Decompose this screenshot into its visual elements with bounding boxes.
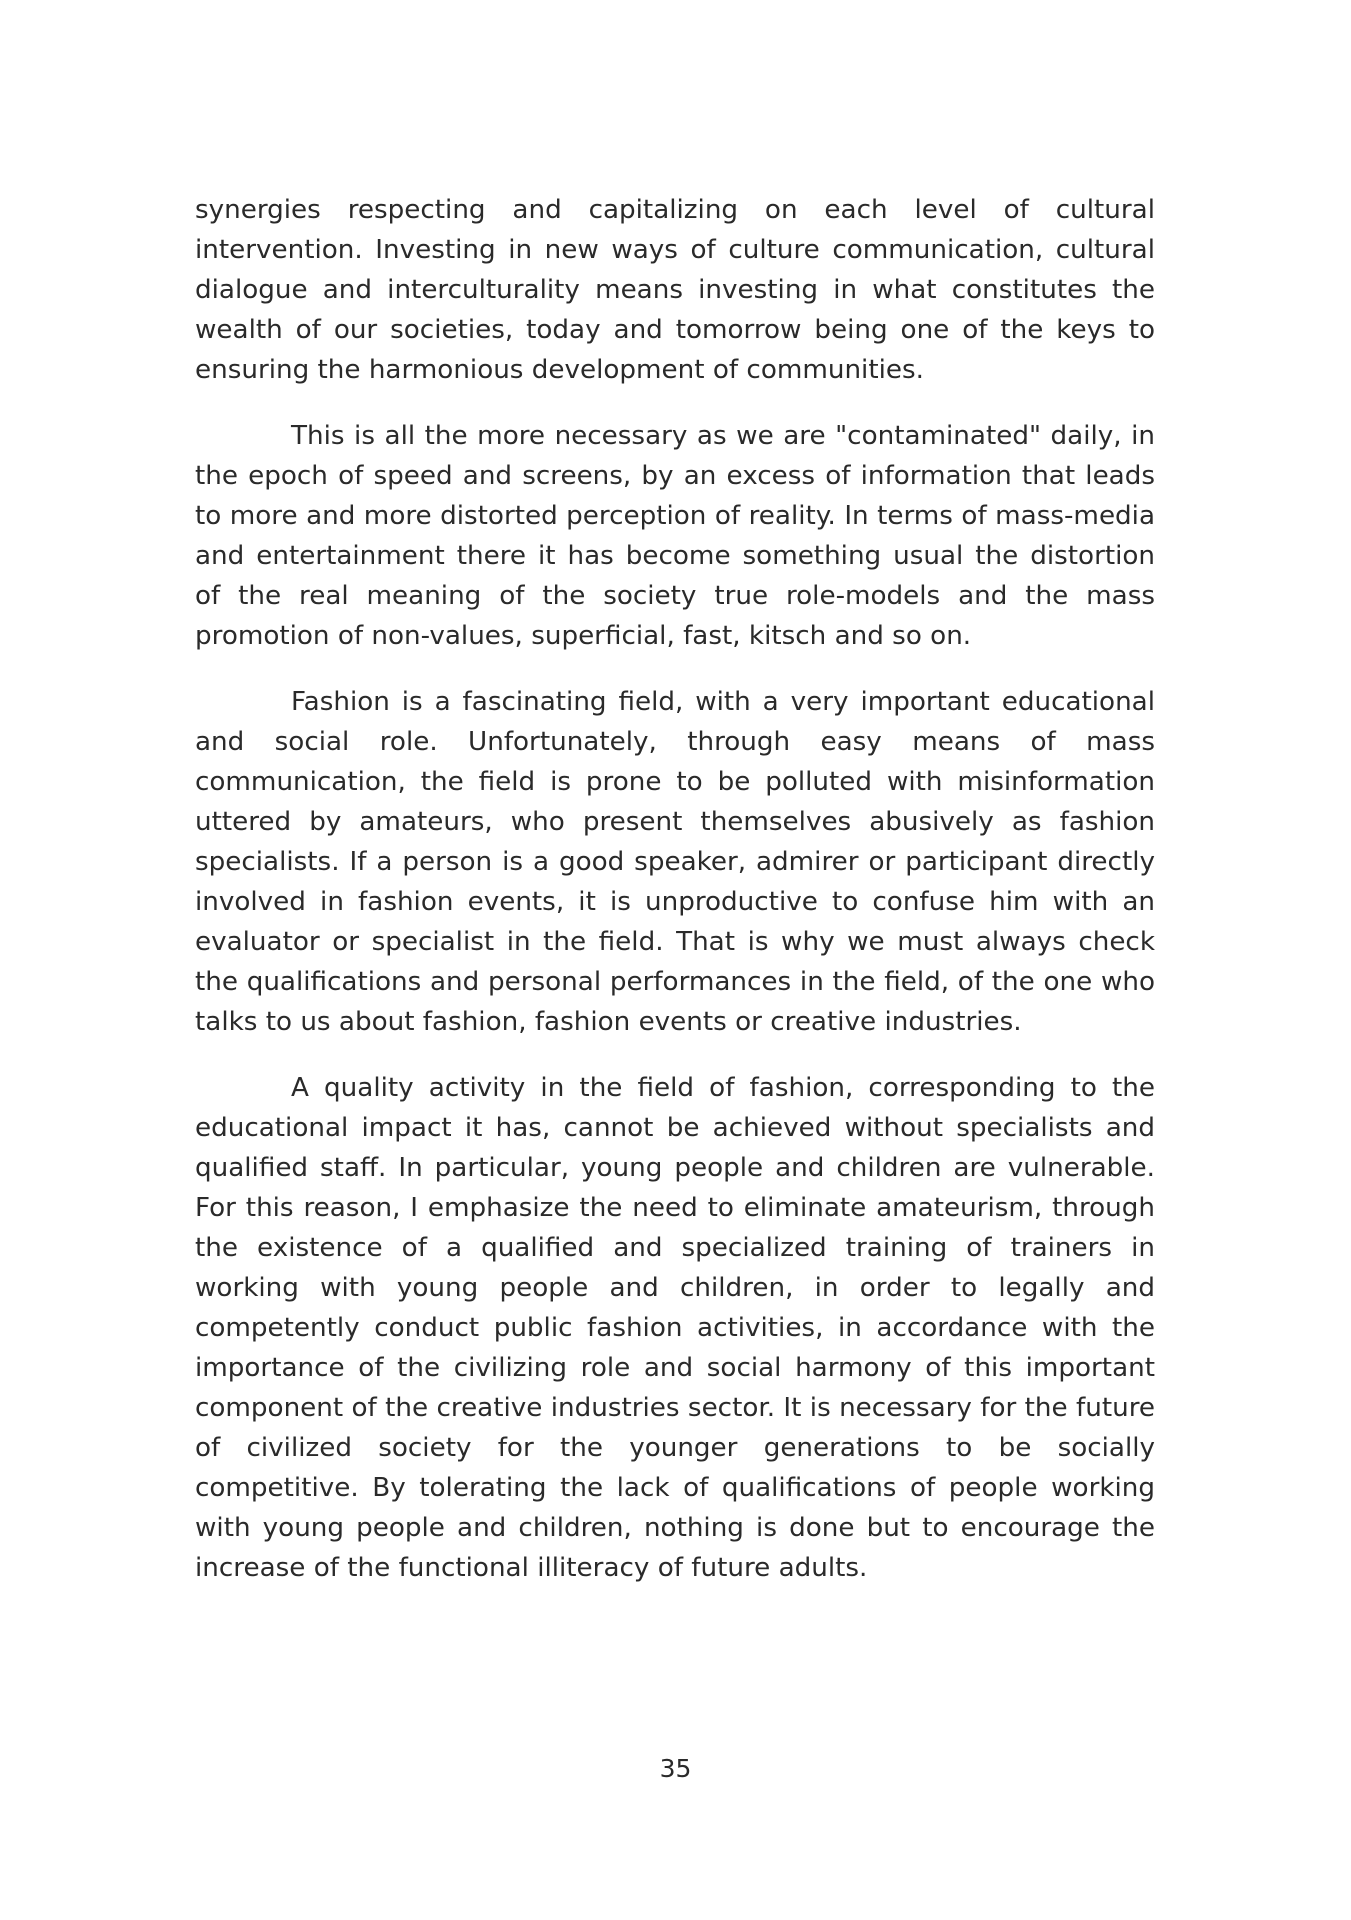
- paragraph-continued: synergies respecting and capitalizing on each level of cultural intervention. Investing in new ways of culture communication, cultural dialogue and interculturality means investing in what constitutes the wealth of our societies, today and tomorrow being one of the keys to ensuring the harmonious development of communities.: [195, 195, 1155, 385]
- paragraph-fashion-field: Fashion is a fascinating field, with a very important educational and social role. Unfortunately, through easy means of mass communication, the field is prone to be polluted with misinformation uttered by amateurs, who present themselves abusively as fashion specialists. If a person is a good speaker, admirer or participant directly involved in fashion events, it is unproductive to confuse him with an evaluator or specialist in the field. That is why we must always check the qualifications and personal performances in the field, of the one who talks to us about fashion, fashion events or creative industries.: [195, 687, 1155, 1037]
- body-text: [195, 190, 1155, 1614]
- paragraph-information-excess: This is all the more necessary as we are "contaminated" daily, in the epoch of speed and screens, by an excess of information that leads to more and more distorted perception of reality. In terms of mass-media and entertainment there it has become something usual the distortion of the real meaning of the society true role-models and the mass promotion of non-values, superficial, fast, kitsch and so on.: [195, 421, 1155, 651]
- page-number: 35: [659, 1754, 692, 1783]
- paragraph-quality-activity: A quality activity in the field of fashion, corresponding to the educational impact it has, cannot be achieved without specialists and qualified staff. In particular, young people and children are vulnerable. For this reason, I emphasize the need to eliminate amateurism, through the existence of a qualified and specialized training of trainers in working with young people and children, in order to legally and competently conduct public fashion activities, in accordance with the importance of the civilizing role and social harmony of this important component of the creative industries sector. It is necessary for the future of civilized society for the younger generations to be socially competitive. By tolerating the lack of qualifications of people working with young people and children, nothing is done but to encourage the increase of the functional illiteracy of future adults.: [195, 1073, 1155, 1583]
